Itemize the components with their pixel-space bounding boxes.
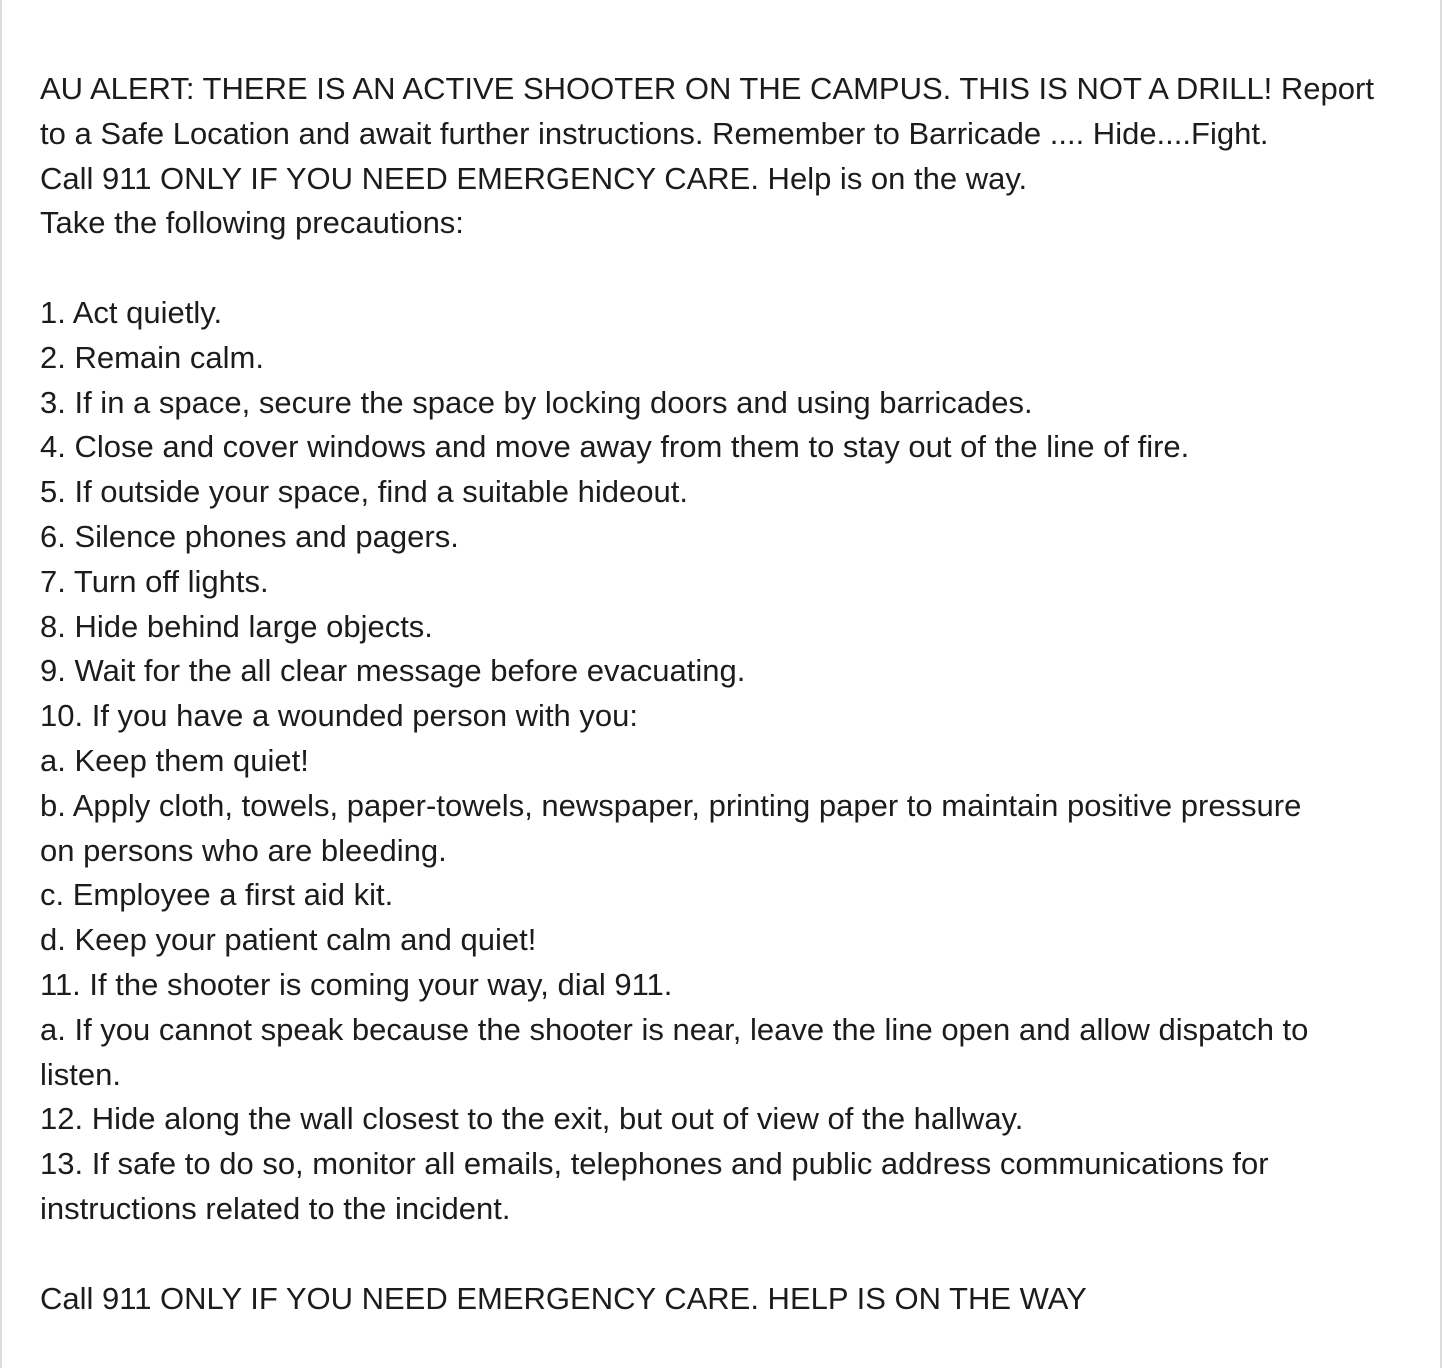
precaution-line: a. If you cannot speak because the shooter is near, leave the line open and allow dispatch to: [40, 1011, 1309, 1047]
precaution-line: 10. If you have a wounded person with you:: [40, 698, 639, 734]
intro-line: Call 911 ONLY IF YOU NEED EMERGENCY CARE. Help is on the way.: [40, 160, 1028, 196]
precaution-line: 2. Remain calm.: [40, 339, 264, 375]
precaution-line: 5. If outside your space, find a suitable hideout.: [40, 474, 688, 510]
precaution-line: b. Apply cloth, towels, paper-towels, newspaper, printing paper to maintain positive pressure: [40, 787, 1302, 823]
intro-line: Take the following precautions:: [40, 205, 464, 241]
precaution-line: a. Keep them quiet!: [40, 742, 309, 778]
precaution-line: 8. Hide behind large objects.: [40, 608, 433, 644]
blank-line: [40, 1232, 1432, 1277]
precaution-line: listen.: [40, 1056, 121, 1092]
closing-line: Call 911 ONLY IF YOU NEED EMERGENCY CARE. HELP IS ON THE WAY: [40, 1280, 1087, 1316]
precaution-line: 1. Act quietly.: [40, 294, 223, 330]
intro-line: to a Safe Location and await further instructions. Remember to Barricade .... Hide....Fight.: [40, 115, 1269, 151]
precaution-line: instructions related to the incident.: [40, 1190, 511, 1226]
precaution-line: 9. Wait for the all clear message before evacuating.: [40, 653, 746, 689]
precaution-line: 4. Close and cover windows and move away from them to stay out of the line of fire.: [40, 429, 1190, 465]
precaution-line: 13. If safe to do so, monitor all emails, telephones and public address communications for: [40, 1146, 1269, 1182]
blank-line: [40, 246, 1432, 291]
intro-line: AU ALERT: THERE IS AN ACTIVE SHOOTER ON THE CAMPUS. THIS IS NOT A DRILL! Report: [40, 71, 1374, 106]
precaution-line: 12. Hide along the wall closest to the exit, but out of view of the hallway.: [40, 1101, 1024, 1137]
alert-message-body: [40, 67, 1432, 1321]
precaution-line: on persons who are bleeding.: [40, 832, 447, 868]
precaution-line: d. Keep your patient calm and quiet!: [40, 922, 537, 958]
precaution-line: c. Employee a first aid kit.: [40, 877, 394, 913]
precaution-line: 11. If the shooter is coming your way, dial 911.: [40, 966, 673, 1002]
precaution-line: 7. Turn off lights.: [40, 563, 269, 599]
precaution-line: 3. If in a space, secure the space by locking doors and using barricades.: [40, 384, 1033, 420]
precaution-line: 6. Silence phones and pagers.: [40, 518, 459, 554]
